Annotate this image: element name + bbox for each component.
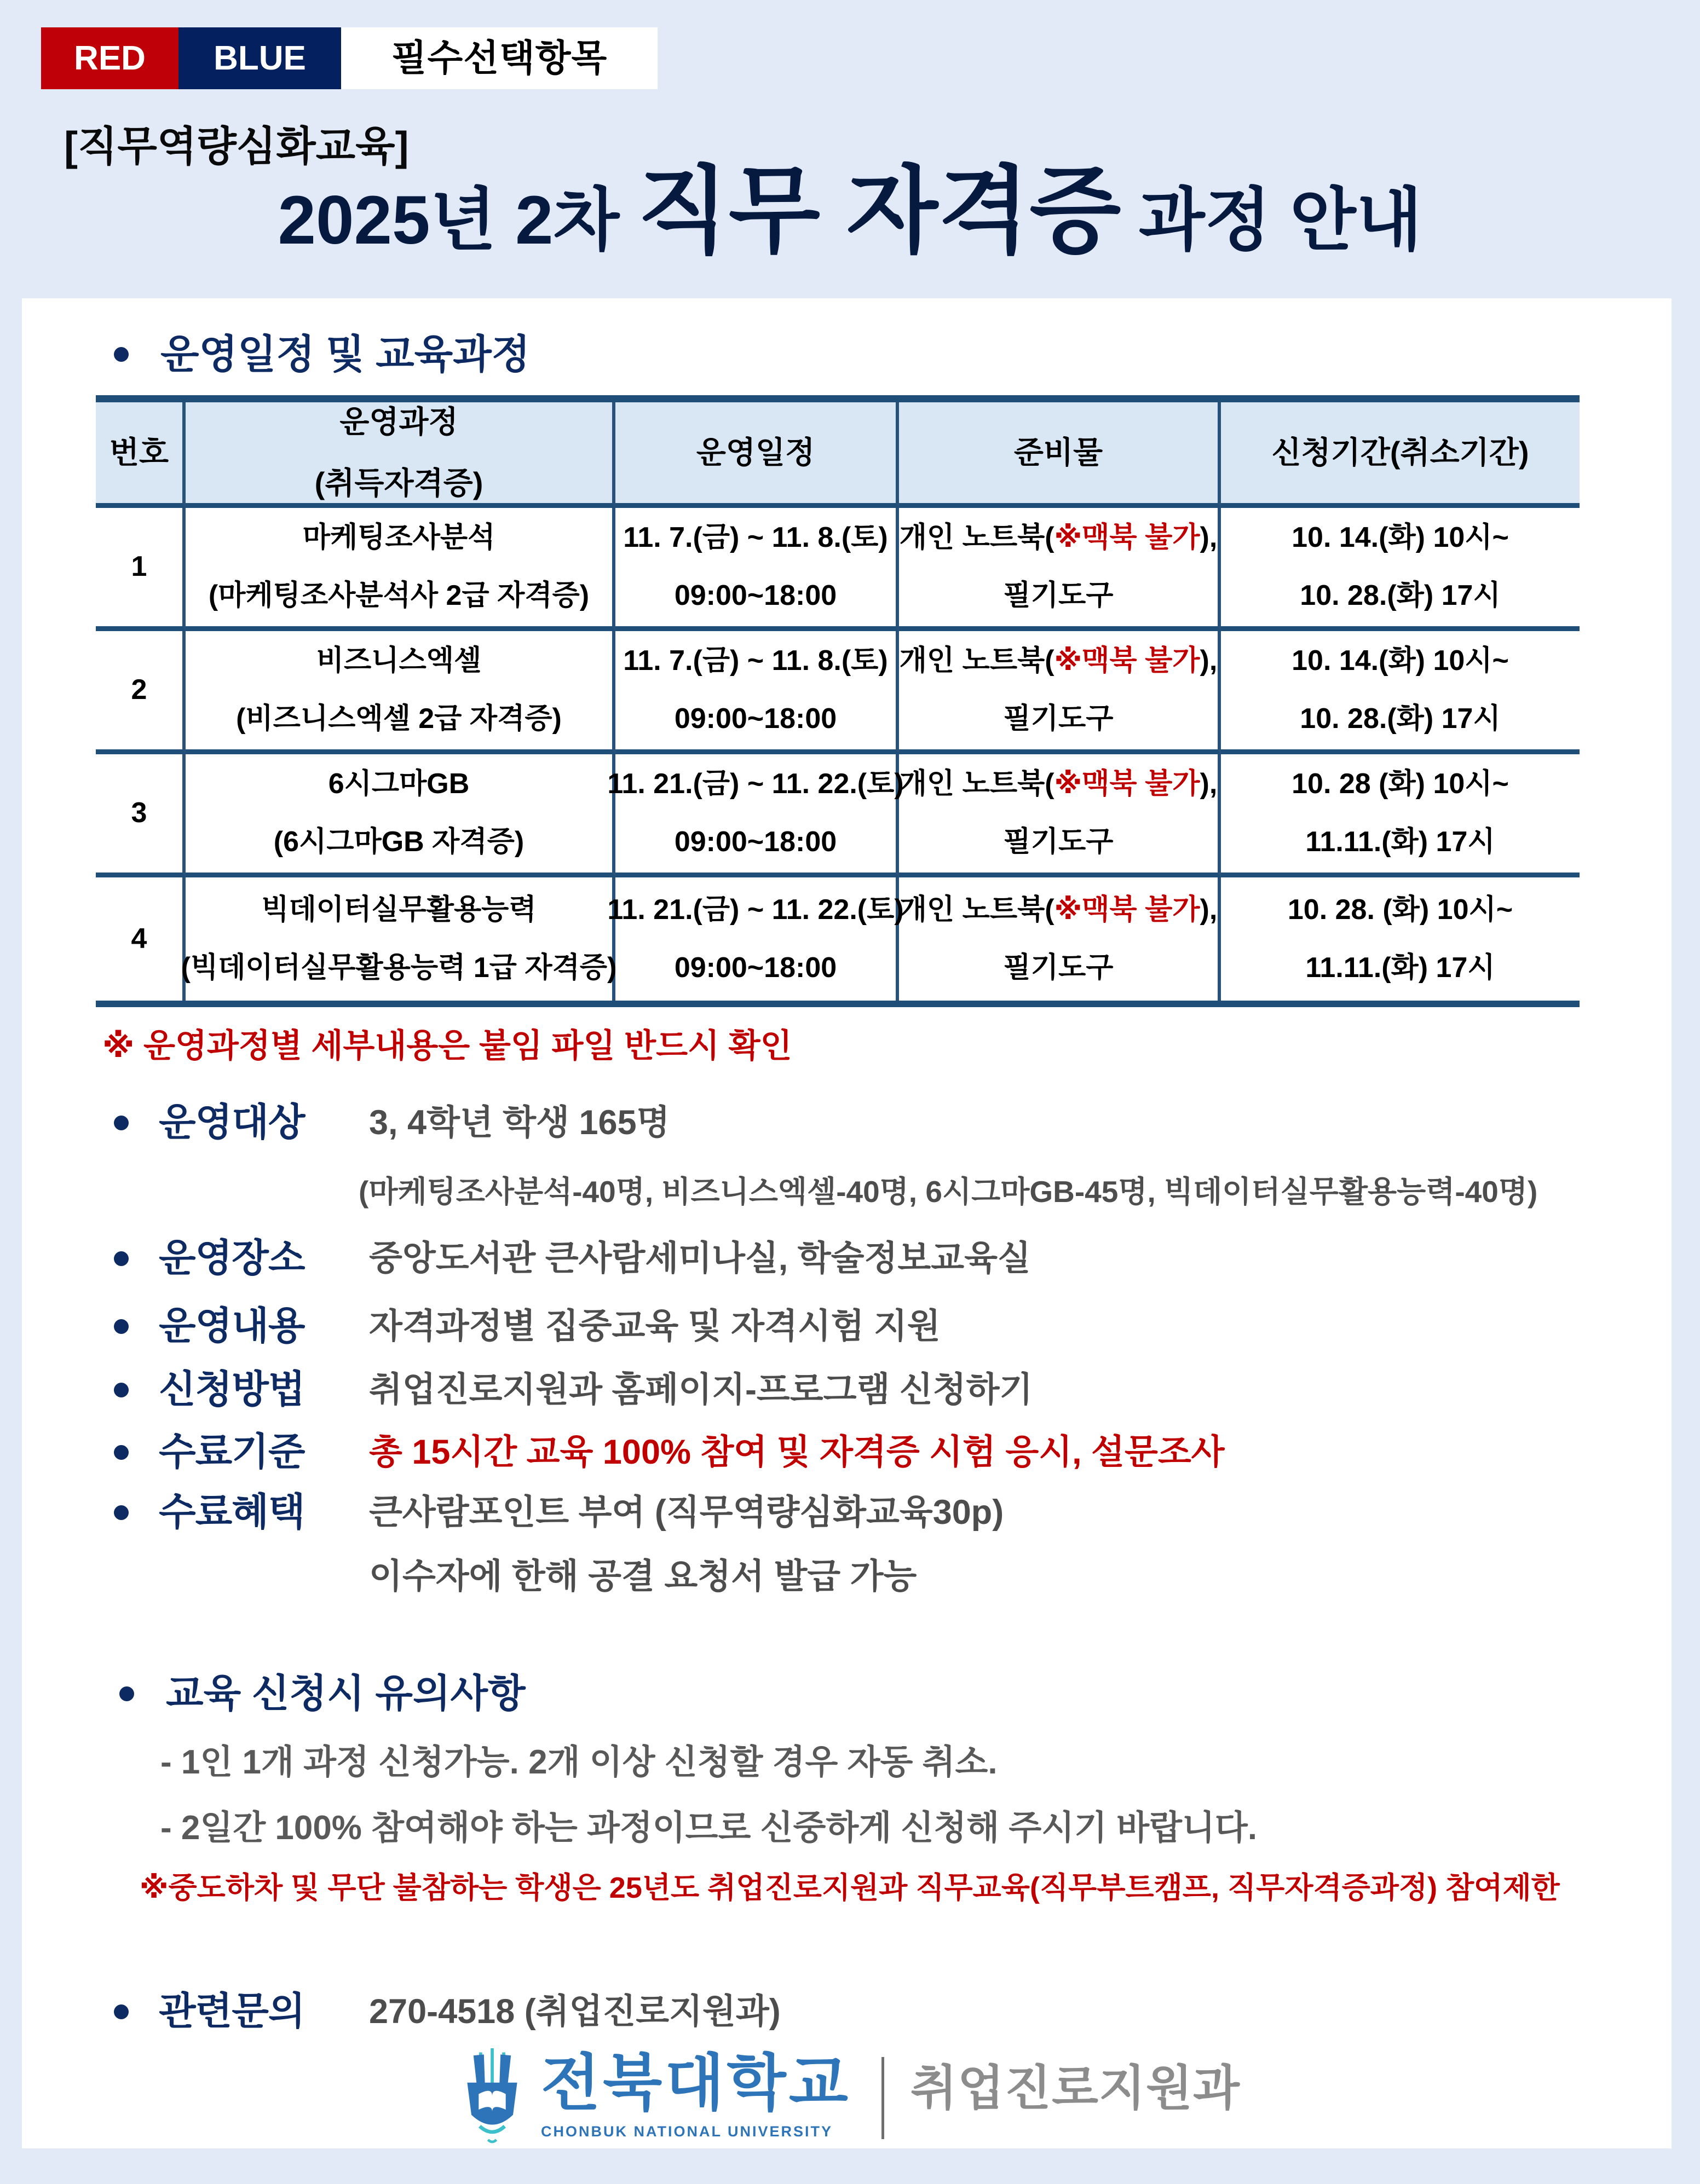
- materials-line2: 필기도구: [1003, 826, 1114, 858]
- info-value-place: 중앙도서관 큰사람세미나실, 학술정보교육실: [369, 1239, 1031, 1278]
- bullet-icon: [119, 1686, 134, 1701]
- university-logo-icon: [460, 2048, 525, 2152]
- table-cell-period: [1221, 754, 1580, 877]
- row-number: 3: [131, 797, 147, 829]
- course-hours: 09:00~18:00: [674, 580, 837, 611]
- certificate-name: (비즈니스엑셀 2급 자격증): [236, 703, 562, 735]
- contact-label: 관련문의: [159, 1990, 305, 2032]
- apply-start: 10. 14.(화) 10시~: [1292, 522, 1509, 554]
- table-cell-materials: [899, 754, 1221, 877]
- certificate-name: (6시그마GB 자격증): [273, 826, 525, 858]
- certificate-name: (빅데이터실무활용능력 1급 자격증): [181, 951, 617, 984]
- materials-line: [900, 768, 1218, 801]
- info-row-content: [0, 1304, 1700, 1353]
- footer-logo-block: [0, 2048, 1700, 2152]
- info-target-detail: (마케팅조사분석-40명, 비즈니스엑셀-40명, 6시그마GB-45명, 빅데이터실무활용능력-40명): [359, 1175, 1538, 1209]
- header-text: 운영일정: [696, 435, 815, 470]
- table-cell-schedule: [615, 631, 899, 754]
- notice-heading-label: 교육 신청시 유의사항: [166, 1672, 526, 1715]
- table-cell-course: [186, 508, 615, 631]
- table-cell-period: [1221, 508, 1580, 631]
- materials-line: [900, 522, 1218, 554]
- materials-text: 개인 노트북(: [899, 522, 1054, 554]
- info-value-apply: 취업진로지원과 홈페이지-프로그램 신청하기: [369, 1371, 1033, 1409]
- footer-divider: [881, 2057, 884, 2139]
- contact-row: [0, 1989, 1700, 2038]
- header-text: 운영과정: [339, 404, 458, 439]
- table-cell-schedule: [607, 754, 904, 877]
- notice-warning-red: ※중도하차 및 무단 불참하는 학생은 25년도 취업진로지원과 직무교육(직무부트캠프, 직무자격증과정) 참여제한: [140, 1871, 1560, 1904]
- apply-end: 10. 28.(화) 17시: [1300, 703, 1501, 735]
- title-suffix: 과정 안내: [1138, 182, 1422, 258]
- info-row-place: [0, 1236, 1700, 1285]
- info-value-criteria: 총 15시간 교육 100% 참여 및 자격증 시험 응시, 설문조사: [369, 1433, 1225, 1471]
- header-text: 번호: [109, 435, 169, 470]
- contact-value: 270-4518 (취업진로지원과): [369, 1992, 781, 2031]
- category-label: [직무역량심화교육]: [64, 123, 409, 169]
- materials-warning: ※맥북 불가: [1054, 768, 1200, 800]
- table-cell-course: [186, 631, 615, 754]
- info-label-place: 운영장소: [159, 1237, 305, 1279]
- materials-text: 개인 노트북(: [899, 645, 1054, 677]
- table-cell-materials: [899, 508, 1221, 631]
- bullet-icon: [114, 2004, 129, 2019]
- course-dates: 11. 21.(금) ~ 11. 22.(토): [607, 893, 904, 926]
- materials-text: 개인 노트북(: [899, 893, 1054, 926]
- table-cell-no: [96, 877, 186, 1001]
- section-heading-schedule: [114, 332, 530, 378]
- column-header-course: [186, 402, 615, 508]
- info-row-apply: [0, 1367, 1700, 1417]
- materials-warning: ※맥북 불가: [1054, 893, 1200, 926]
- course-name: 마케팅조사분석: [302, 522, 495, 554]
- info-label-target: 운영대상: [159, 1101, 305, 1143]
- bullet-icon: [114, 1116, 129, 1130]
- badge-red: RED: [41, 27, 178, 89]
- course-name: 비즈니스엑셀: [316, 645, 482, 677]
- course-dates: 11. 7.(금) ~ 11. 8.(토): [623, 645, 888, 677]
- header-text: 신청기간(취소기간): [1271, 435, 1529, 470]
- course-dates: 11. 21.(금) ~ 11. 22.(토): [607, 768, 904, 800]
- materials-warning: ※맥북 불가: [1054, 645, 1200, 677]
- apply-start: 10. 28. (화) 10시~: [1287, 893, 1513, 926]
- materials-line2: 필기도구: [1003, 580, 1114, 611]
- university-name-kr: 전북대학교: [540, 2049, 851, 2117]
- notice-item-1: - 1인 1개 과정 신청가능. 2개 이상 신청할 경우 자동 취소.: [160, 1743, 998, 1781]
- table-cell-materials: [899, 877, 1221, 1001]
- info-value-benefit-line2: 이수자에 한해 공결 요청서 발급 가능: [369, 1557, 917, 1596]
- table-cell-period: [1221, 631, 1580, 754]
- header-text: 준비물: [1013, 435, 1103, 470]
- bullet-icon: [114, 1319, 129, 1334]
- row-number: 1: [131, 551, 147, 583]
- university-logo-text: [541, 2048, 851, 2140]
- info-label-benefit: 수료혜택: [159, 1490, 305, 1533]
- info-row-criteria: [0, 1430, 1700, 1479]
- info-value-content: 자격과정별 집중교육 및 자격시험 지원: [369, 1307, 941, 1345]
- page-title: [0, 157, 1700, 265]
- table-cell-no: [96, 631, 186, 754]
- info-row-benefit: [0, 1490, 1700, 1539]
- course-hours: 09:00~18:00: [674, 826, 837, 858]
- apply-start: 10. 28 (화) 10시~: [1292, 768, 1509, 800]
- course-hours: 09:00~18:00: [674, 951, 837, 984]
- table-cell-no: [96, 508, 186, 631]
- table-cell-materials: [899, 631, 1221, 754]
- row-number: 2: [131, 674, 147, 706]
- column-header-schedule: [615, 402, 899, 508]
- info-value-target: 3, 4학년 학생 165명: [369, 1103, 670, 1142]
- section-heading-notice: [119, 1672, 526, 1717]
- header-text: (취득자격증): [314, 466, 483, 500]
- notice-item-2: - 2일간 100% 참여해야 하는 과정이므로 신중하게 신청해 주시기 바랍니다.: [160, 1809, 1258, 1847]
- info-row-target: [0, 1100, 1700, 1149]
- materials-line: [900, 645, 1218, 678]
- table-note-red: ※ 운영과정별 세부내용은 붙임 파일 반드시 확인: [102, 1027, 792, 1064]
- materials-text: 개인 노트북(: [899, 768, 1054, 800]
- certificate-name: (마케팅조사분석사 2급 자격증): [208, 580, 590, 611]
- section-heading-label: 운영일정 및 교육과정: [160, 332, 531, 377]
- materials-line2: 필기도구: [1003, 703, 1114, 735]
- table-cell-course: [181, 877, 617, 1001]
- materials-text: ),: [1200, 522, 1218, 554]
- bullet-icon: [114, 1251, 129, 1266]
- table-cell-period: [1221, 877, 1580, 1001]
- column-header-period: [1221, 402, 1580, 508]
- course-hours: 09:00~18:00: [674, 703, 837, 735]
- info-label-criteria: 수료기준: [159, 1430, 305, 1473]
- apply-end: 11.11.(화) 17시: [1305, 951, 1495, 984]
- badge-strip: [41, 27, 658, 89]
- title-emphasis: 직무 자격증: [637, 158, 1121, 264]
- materials-line2: 필기도구: [1003, 951, 1114, 984]
- apply-end: 10. 28.(화) 17시: [1300, 580, 1501, 611]
- info-label-content: 운영내용: [159, 1304, 305, 1347]
- course-name: 빅데이터실무활용능력: [261, 893, 537, 926]
- schedule-table: [96, 395, 1580, 1007]
- materials-line: [900, 894, 1218, 927]
- table-cell-course: [186, 754, 615, 877]
- row-number: 4: [131, 922, 147, 955]
- university-name-en: CHONBUK NATIONAL UNIVERSITY: [540, 2123, 833, 2140]
- table-cell-schedule: [615, 508, 899, 631]
- materials-text: ),: [1200, 768, 1218, 800]
- footer-department: 취업진로지원과: [910, 2061, 1241, 2115]
- course-name: 6시그마GB: [328, 768, 470, 800]
- bullet-icon: [114, 1505, 129, 1520]
- apply-end: 11.11.(화) 17시: [1305, 826, 1495, 858]
- title-prefix: 2025년 2차: [278, 182, 620, 258]
- table-cell-schedule: [607, 877, 904, 1001]
- info-value-benefit: 큰사람포인트 부여 (직무역량심화교육30p): [369, 1493, 1004, 1532]
- column-header-materials: [899, 402, 1221, 508]
- table-cell-no: [96, 754, 186, 877]
- materials-warning: ※맥북 불가: [1054, 522, 1200, 554]
- badge-blue: BLUE: [178, 27, 341, 89]
- course-dates: 11. 7.(금) ~ 11. 8.(토): [623, 522, 888, 554]
- bullet-icon: [114, 1445, 129, 1460]
- info-label-apply: 신청방법: [159, 1368, 305, 1411]
- badge-required-selection: 필수선택항목: [341, 27, 658, 89]
- apply-start: 10. 14.(화) 10시~: [1292, 645, 1509, 677]
- materials-text: ),: [1200, 645, 1218, 677]
- materials-text: ),: [1200, 893, 1218, 926]
- column-header-no: [96, 402, 186, 508]
- bullet-icon: [114, 347, 129, 362]
- bullet-icon: [114, 1383, 129, 1397]
